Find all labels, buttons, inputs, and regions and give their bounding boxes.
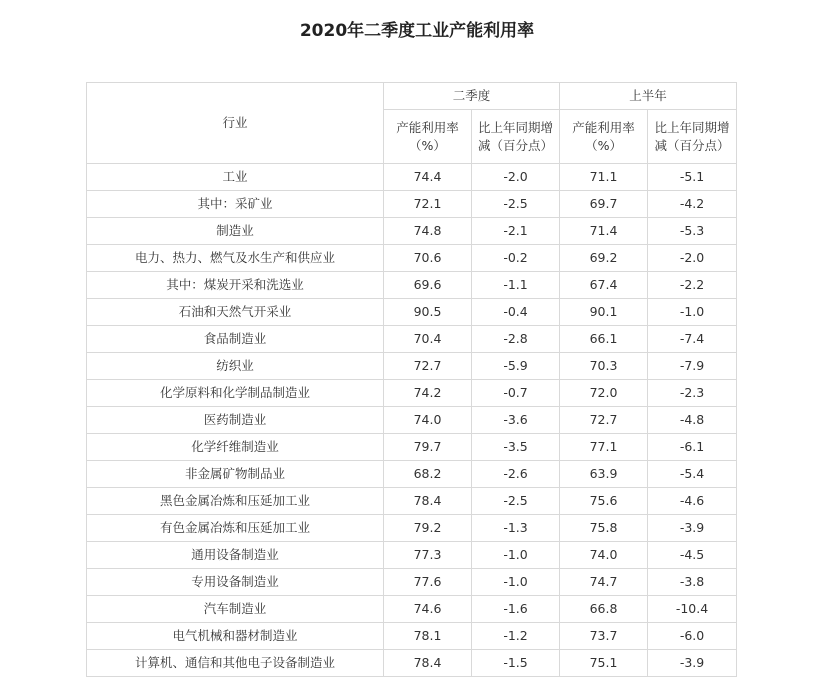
h1-change-cell: -4.8 — [648, 407, 737, 434]
h1-utilization-cell: 74.7 — [560, 569, 648, 596]
table-row — [87, 650, 737, 677]
industry-name-cell: 汽车制造业 — [87, 596, 384, 623]
industry-name-cell: 食品制造业 — [87, 326, 384, 353]
table-row — [87, 569, 737, 596]
h1-change-cell: -4.5 — [648, 542, 737, 569]
industry-name-cell: 电力、热力、燃气及水生产和供应业 — [87, 245, 384, 272]
h1-utilization-header — [560, 110, 648, 164]
q2-change-cell: -0.2 — [472, 245, 560, 272]
q2-utilization-cell: 72.7 — [384, 353, 472, 380]
q2-utilization-cell: 68.2 — [384, 461, 472, 488]
q2-utilization-cell: 79.7 — [384, 434, 472, 461]
h1-utilization-cell: 72.0 — [560, 380, 648, 407]
q2-utilization-header-line1: 产能利用率 — [396, 119, 459, 135]
q2-change-cell: -1.3 — [472, 515, 560, 542]
table-row — [87, 596, 737, 623]
q2-change-cell: -5.9 — [472, 353, 560, 380]
q2-utilization-cell: 70.4 — [384, 326, 472, 353]
q2-change-cell: -2.6 — [472, 461, 560, 488]
q2-change-header-line2: 减（百分点） — [478, 137, 554, 153]
table-row — [87, 191, 737, 218]
q2-utilization-cell: 74.6 — [384, 596, 472, 623]
h1-utilization-cell: 75.8 — [560, 515, 648, 542]
q2-utilization-cell: 79.2 — [384, 515, 472, 542]
q2-change-cell: -1.2 — [472, 623, 560, 650]
table-row — [87, 299, 737, 326]
h1-change-cell: -4.6 — [648, 488, 737, 515]
h1-change-cell: -7.9 — [648, 353, 737, 380]
h1-change-cell: -6.0 — [648, 623, 737, 650]
h1-utilization-cell: 72.7 — [560, 407, 648, 434]
header-row-groups — [87, 83, 737, 110]
q2-change-cell: -2.0 — [472, 164, 560, 191]
table-body — [87, 164, 737, 677]
h1-utilization-header-line2: （%） — [585, 137, 622, 153]
table-row — [87, 164, 737, 191]
h1-utilization-cell: 71.1 — [560, 164, 648, 191]
h1-change-cell: -5.3 — [648, 218, 737, 245]
h1-change-cell: -5.1 — [648, 164, 737, 191]
h1-utilization-cell: 69.7 — [560, 191, 648, 218]
q2-change-cell: -2.1 — [472, 218, 560, 245]
table-row — [87, 407, 737, 434]
q2-utilization-header-line2: （%） — [409, 137, 446, 153]
h1-group-header: 上半年 — [560, 83, 737, 110]
q2-utilization-cell: 70.6 — [384, 245, 472, 272]
h1-utilization-cell: 74.0 — [560, 542, 648, 569]
q2-utilization-cell: 69.6 — [384, 272, 472, 299]
table-row — [87, 272, 737, 299]
industry-column-header: 行业 — [87, 83, 384, 164]
h1-change-cell: -2.3 — [648, 380, 737, 407]
industry-name-cell: 通用设备制造业 — [87, 542, 384, 569]
q2-change-cell: -2.5 — [472, 488, 560, 515]
q2-utilization-cell: 90.5 — [384, 299, 472, 326]
h1-change-header-line2: 减（百分点） — [654, 137, 730, 153]
q2-change-cell: -1.5 — [472, 650, 560, 677]
table-row — [87, 380, 737, 407]
industry-name-cell: 工业 — [87, 164, 384, 191]
table-row — [87, 542, 737, 569]
q2-change-cell: -1.0 — [472, 542, 560, 569]
table-row — [87, 434, 737, 461]
table-row — [87, 218, 737, 245]
q2-change-cell: -3.6 — [472, 407, 560, 434]
industry-name-cell: 有色金属冶炼和压延加工业 — [87, 515, 384, 542]
h1-utilization-header-line1: 产能利用率 — [572, 119, 635, 135]
q2-utilization-cell: 78.1 — [384, 623, 472, 650]
industry-name-cell: 黑色金属冶炼和压延加工业 — [87, 488, 384, 515]
page-title: 2020年二季度工业产能利用率 — [299, 21, 535, 41]
capacity-utilization-table — [86, 82, 737, 677]
h1-utilization-cell: 75.6 — [560, 488, 648, 515]
table-row — [87, 623, 737, 650]
h1-change-cell: -10.4 — [648, 596, 737, 623]
h1-utilization-cell: 90.1 — [560, 299, 648, 326]
q2-group-header: 二季度 — [384, 83, 560, 110]
h1-utilization-cell: 63.9 — [560, 461, 648, 488]
table-row — [87, 326, 737, 353]
h1-utilization-cell: 69.2 — [560, 245, 648, 272]
h1-utilization-cell: 77.1 — [560, 434, 648, 461]
table-row — [87, 461, 737, 488]
h1-utilization-cell: 75.1 — [560, 650, 648, 677]
industry-name-cell: 石油和天然气开采业 — [87, 299, 384, 326]
table-row — [87, 353, 737, 380]
industry-name-cell: 非金属矿物制品业 — [87, 461, 384, 488]
q2-utilization-cell: 77.3 — [384, 542, 472, 569]
q2-change-cell: -1.0 — [472, 569, 560, 596]
h1-utilization-cell: 73.7 — [560, 623, 648, 650]
h1-change-cell: -7.4 — [648, 326, 737, 353]
table-row — [87, 245, 737, 272]
h1-utilization-cell: 67.4 — [560, 272, 648, 299]
industry-name-cell: 电气机械和器材制造业 — [87, 623, 384, 650]
industry-name-cell: 其中：采矿业 — [87, 191, 384, 218]
industry-name-cell: 医药制造业 — [87, 407, 384, 434]
q2-utilization-cell: 74.4 — [384, 164, 472, 191]
industry-name-cell: 纺织业 — [87, 353, 384, 380]
industry-name-cell: 专用设备制造业 — [87, 569, 384, 596]
q2-change-cell: -2.8 — [472, 326, 560, 353]
industry-name-cell: 化学纤维制造业 — [87, 434, 384, 461]
q2-utilization-cell: 74.0 — [384, 407, 472, 434]
table-row — [87, 515, 737, 542]
h1-change-cell: -6.1 — [648, 434, 737, 461]
q2-utilization-cell: 77.6 — [384, 569, 472, 596]
h1-change-cell: -1.0 — [648, 299, 737, 326]
q2-change-cell: -0.7 — [472, 380, 560, 407]
h1-utilization-cell: 71.4 — [560, 218, 648, 245]
q2-change-cell: -0.4 — [472, 299, 560, 326]
h1-utilization-cell: 66.8 — [560, 596, 648, 623]
q2-utilization-cell: 74.2 — [384, 380, 472, 407]
industry-name-cell: 制造业 — [87, 218, 384, 245]
q2-utilization-cell: 74.8 — [384, 218, 472, 245]
h1-change-cell: -3.9 — [648, 515, 737, 542]
q2-utilization-cell: 78.4 — [384, 650, 472, 677]
h1-change-cell: -3.8 — [648, 569, 737, 596]
q2-change-header — [472, 110, 560, 164]
h1-change-cell: -4.2 — [648, 191, 737, 218]
q2-change-cell: -1.1 — [472, 272, 560, 299]
h1-change-cell: -5.4 — [648, 461, 737, 488]
industry-name-cell: 其中：煤炭开采和洗选业 — [87, 272, 384, 299]
q2-change-header-line1: 比上年同期增 — [478, 119, 554, 135]
h1-change-cell: -2.2 — [648, 272, 737, 299]
h1-change-header — [648, 110, 737, 164]
h1-change-cell: -3.9 — [648, 650, 737, 677]
h1-utilization-cell: 66.1 — [560, 326, 648, 353]
q2-utilization-cell: 78.4 — [384, 488, 472, 515]
h1-change-header-line1: 比上年同期增 — [654, 119, 730, 135]
q2-change-cell: -1.6 — [472, 596, 560, 623]
q2-change-cell: -3.5 — [472, 434, 560, 461]
table-row — [87, 488, 737, 515]
q2-change-cell: -2.5 — [472, 191, 560, 218]
industry-name-cell: 化学原料和化学制品制造业 — [87, 380, 384, 407]
q2-utilization-header — [384, 110, 472, 164]
h1-change-cell: -2.0 — [648, 245, 737, 272]
q2-utilization-cell: 72.1 — [384, 191, 472, 218]
industry-name-cell: 计算机、通信和其他电子设备制造业 — [87, 650, 384, 677]
h1-utilization-cell: 70.3 — [560, 353, 648, 380]
